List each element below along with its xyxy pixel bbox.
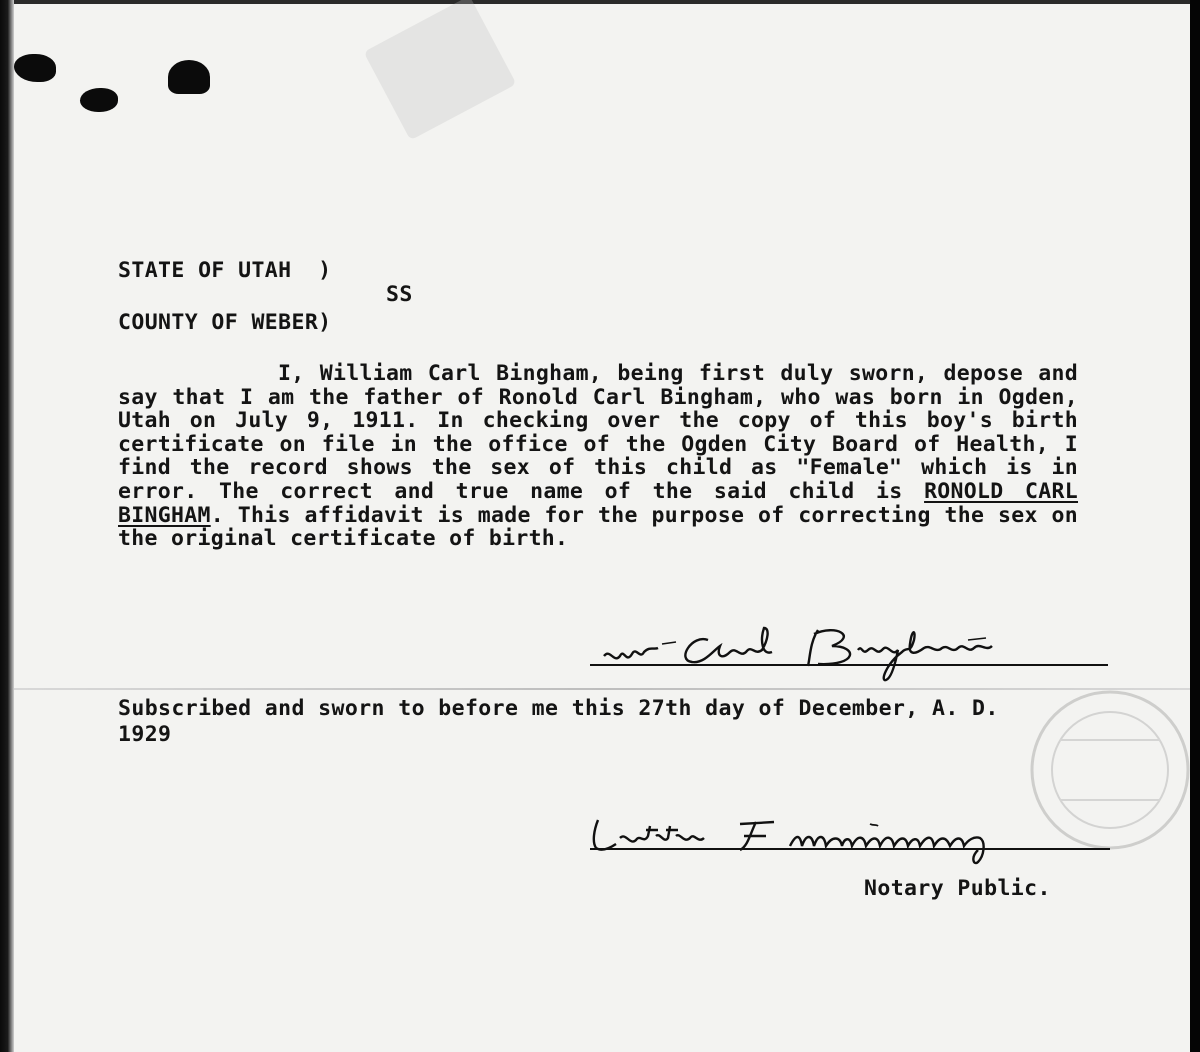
child-name: RONOLD CARL BINGHAM — [118, 478, 1079, 528]
jurat-year: 1929 — [118, 722, 172, 747]
jurat-text: Subscribed and sworn to before me this 27th day of December, A. D. — [118, 696, 999, 721]
punch-hole — [14, 54, 56, 82]
notary-signature — [590, 812, 1090, 867]
state-heading: STATE OF UTAH ) — [118, 258, 332, 283]
signature-line — [590, 664, 1108, 666]
punch-hole — [168, 60, 210, 94]
top-edge — [0, 0, 1200, 4]
right-edge — [1190, 0, 1200, 1052]
affidavit-text-end: . This affidavit is made for the purpose of correcting the sex on the original certificate of birth. — [118, 502, 1078, 552]
punch-hole — [80, 88, 118, 112]
affidavit-text: I, William Carl Bingham, being first duly sworn, depose and say that I am the father of Ronold Carl Bingham, who was born in Ogden, Utah on July 9, 1911. In checking over the copy of this boy's birth certificate on file in the office of the Ogden City Board of Health, I find the record shows the sex of this child as "Female" which is in error. The correct and true name of the said child is — [118, 361, 1078, 504]
affiant-signature — [596, 620, 1056, 690]
county-heading: COUNTY OF WEBER) — [118, 310, 332, 335]
ss-marker: SS — [386, 282, 413, 307]
notary-title: Notary Public. — [864, 876, 1051, 901]
notary-signature-line — [590, 848, 1110, 850]
paper-stain — [364, 0, 517, 140]
left-edge — [0, 0, 14, 1052]
affidavit-body — [118, 362, 1078, 551]
